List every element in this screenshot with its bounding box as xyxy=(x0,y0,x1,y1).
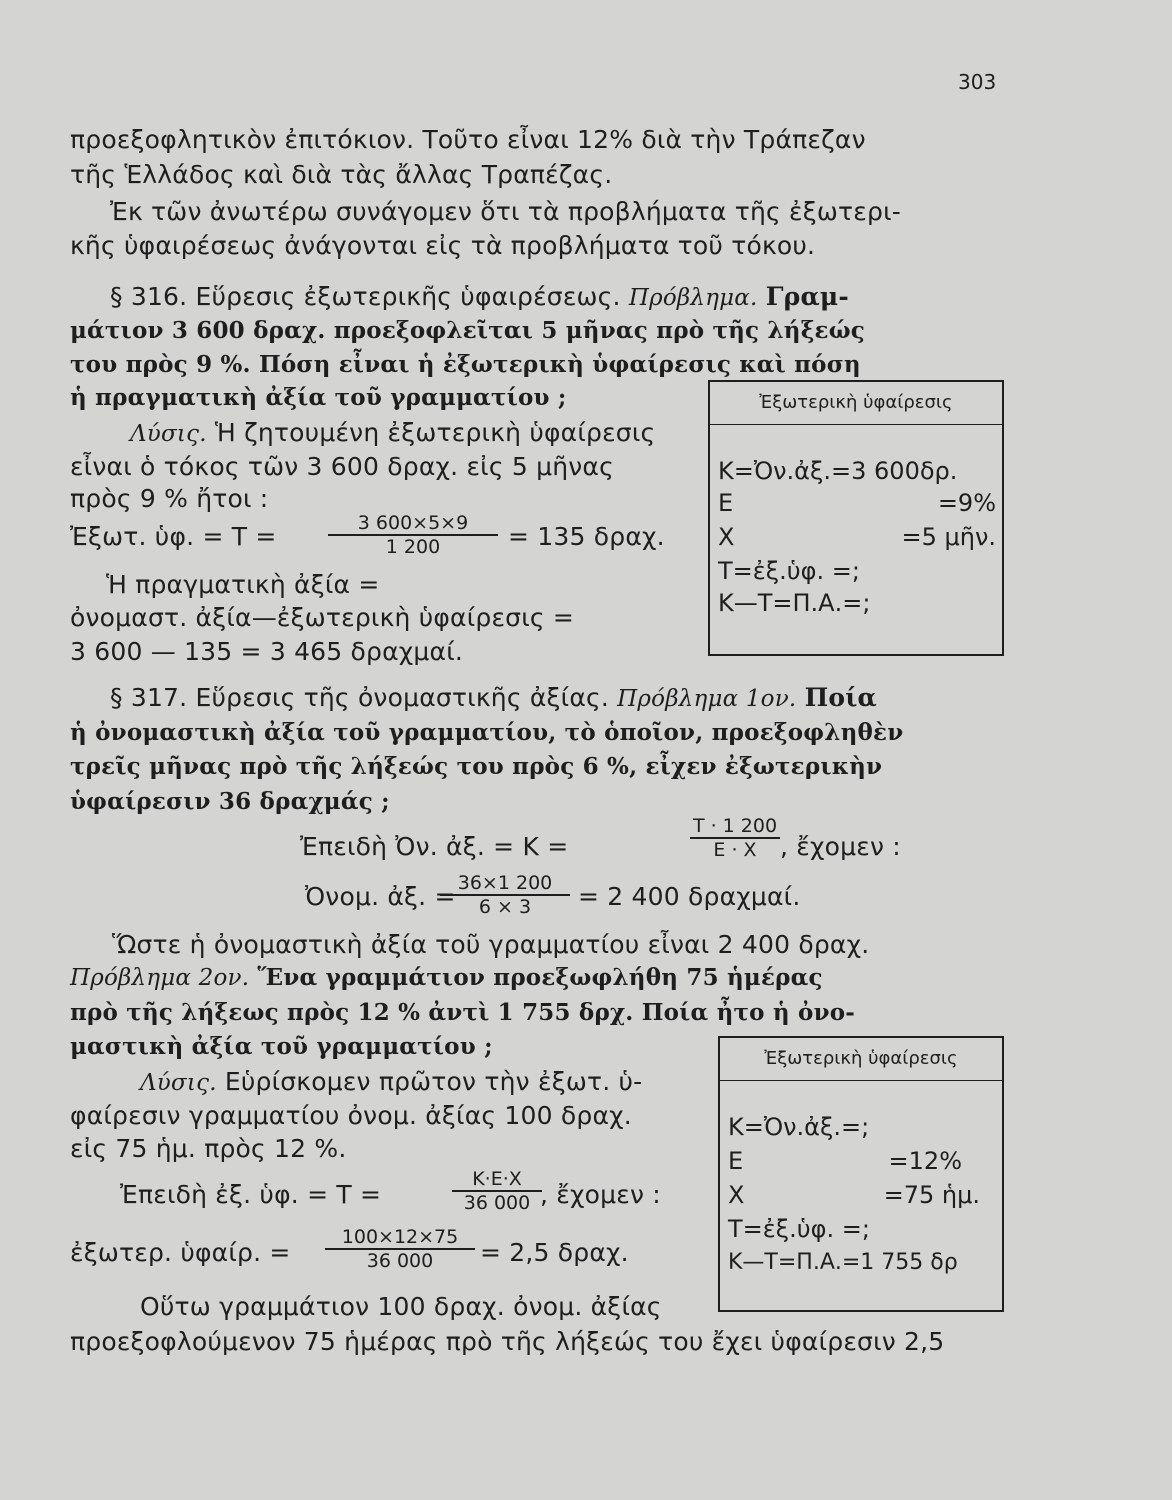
solution-label: Λύσις. xyxy=(140,1070,217,1096)
problem-text: του πρὸς 9 %. Πόση εἶναι ἡ ἐξωτερικὴ ὑφαίρεσις καὶ πόση xyxy=(70,351,861,378)
problem-text: τρεῖς μῆνας πρὸ τῆς λήξεώς του πρὸς 6 %, εἶχεν ἐξωτερικὴν xyxy=(70,753,883,780)
fraction-denominator: 36 000 xyxy=(463,1192,531,1214)
fraction-denominator: 1 200 xyxy=(385,536,441,558)
text-line: 3 600 — 135 = 3 465 δραχμαί. xyxy=(70,637,464,666)
box-row-label: Χ xyxy=(718,523,735,551)
box-row-label: Τ=ἐξ.ὑφ. =; xyxy=(718,557,860,585)
text-line: Ἡ πραγματικὴ ἀξία = xyxy=(106,570,380,599)
fraction-denominator: Ε · Χ xyxy=(713,839,757,861)
fraction-denominator: 36 000 xyxy=(366,1250,434,1272)
box-row-label: Ε xyxy=(728,1147,744,1175)
problem-label: Πρόβλημα 2ον. xyxy=(70,965,250,991)
data-box-317 xyxy=(718,1036,1004,1312)
equation-left: Ἐπειδὴ Ὀν. ἀξ. = Κ = xyxy=(300,832,569,861)
equation-right: = 2,5 δραχ. xyxy=(480,1238,629,1267)
problem-text: ἡ πραγματικὴ ἀξία τοῦ γραμματίου ; xyxy=(70,384,567,411)
text-line: Οὕτω γραμμάτιον 100 δραχ. ὀνομ. ἀξίας xyxy=(140,1292,662,1321)
equation-left: ἐξωτερ. ὑφαίρ. = xyxy=(70,1238,291,1267)
box-title: Ἐξωτερικὴ ὑφαίρεσις xyxy=(710,382,1002,425)
fraction-denominator: 6 × 3 xyxy=(478,896,532,918)
problem-2-line xyxy=(70,962,823,993)
solution-text: φαίρεσιν γραμματίου ὀνομ. ἀξίας 100 δραχ. xyxy=(70,1101,632,1130)
section-317-heading: § 317. Εὕρεσις τῆς ὀνομαστικῆς ἀξίας. xyxy=(110,683,610,712)
text-line: Ἐκ τῶν ἀνωτέρω συνάγομεν ὅτι τὰ προβλήματα τῆς ἐξωτερι- xyxy=(110,197,901,226)
solution-text: εἰς 75 ἡμ. πρὸς 12 %. xyxy=(70,1134,347,1163)
text-line: κῆς ὑφαιρέσεως ἀνάγονται εἰς τὰ προβλήματα τοῦ τόκου. xyxy=(70,231,816,260)
box-row-value: =5 μῆν. xyxy=(901,523,996,551)
problem-text: μαστικὴ ἀξία τοῦ γραμματίου ; xyxy=(70,1033,493,1060)
fraction xyxy=(328,512,498,558)
fraction-numerator: 36×1 200 xyxy=(457,872,553,894)
solution-text: Ἡ ζητουμένη ἐξωτερικὴ ὑφαίρεσις xyxy=(214,418,656,447)
problem-text: ἡ ὀνομαστικὴ ἀξία τοῦ γραμματίου, τὸ ὁποῖον, προεξοφληθὲν xyxy=(70,719,904,746)
equation-right: , ἔχομεν : xyxy=(540,1180,661,1209)
problem-label: Πρόβλημα. xyxy=(628,285,758,311)
box-row-label: Κ=Ὀν.ἀξ.=3 600δρ. xyxy=(718,457,958,485)
box-title: Ἐξωτερικὴ ὑφαίρεσις xyxy=(720,1038,1002,1081)
equation-right: = 135 δραχ. xyxy=(508,522,665,551)
problem-text: Ἕνα γραμμάτιον προεξωφλήθη 75 ἡμέρας xyxy=(257,964,823,991)
equation-left: Ὀνομ. ἀξ. = xyxy=(305,882,456,911)
text-line: τῆς Ἑλλάδος καὶ διὰ τὰς ἄλλας Τραπέζας. xyxy=(70,160,613,189)
fraction xyxy=(440,872,570,918)
section-316-heading-line xyxy=(110,282,849,313)
box-row-label: Κ—Τ=Π.Α.=1 755 δρ xyxy=(728,1250,958,1275)
fraction xyxy=(452,1168,542,1214)
equation-left: Ἐξωτ. ὑφ. = Τ = xyxy=(70,522,277,551)
problem-text: πρὸ τῆς λήξεως πρὸς 12 % ἀντὶ 1 755 δρχ. Ποία ἦτο ἡ ὀνο- xyxy=(70,999,856,1026)
problem-text: Γραμ- xyxy=(765,282,849,311)
box-row-value: =9% xyxy=(937,489,996,517)
text-line: προεξοφλητικὸν ἐπιτόκιον. Τοῦτο εἶναι 12% διὰ τὴν Τράπεζαν xyxy=(70,125,866,154)
solution-text: πρὸς 9 % ἤτοι : xyxy=(70,484,269,513)
solution-line xyxy=(140,1067,642,1098)
box-row-label: Ε xyxy=(718,489,734,517)
box-row-label: Κ=Ὀν.ἀξ.=; xyxy=(728,1113,870,1141)
section-316-heading: § 316. Εὕρεσις ἐξωτερικῆς ὑφαιρέσεως. xyxy=(110,282,621,311)
problem-text: ὑφαίρεσιν 36 δραχμάς ; xyxy=(70,788,390,815)
equation-right: , ἔχομεν : xyxy=(780,832,901,861)
box-row-value: =12% xyxy=(888,1147,962,1175)
solution-text: εἶναι ὁ τόκος τῶν 3 600 δραχ. εἰς 5 μῆνας xyxy=(70,452,614,481)
fraction-numerator: Κ·Ε·Χ xyxy=(472,1168,522,1190)
problem-text: Ποία xyxy=(804,683,877,712)
fraction xyxy=(690,815,780,861)
section-317-heading-line xyxy=(110,683,877,714)
problem-text: μάτιον 3 600 δραχ. προεξοφλεῖται 5 μῆνας πρὸ τῆς λήξεώς xyxy=(70,317,866,344)
equation-left: Ἐπειδὴ ἐξ. ὑφ. = Τ = xyxy=(120,1180,382,1209)
fraction-numerator: 3 600×5×9 xyxy=(357,512,469,534)
box-row-value: =75 ἡμ. xyxy=(883,1181,980,1209)
text-line: Ὥστε ἡ ὀνομαστικὴ ἀξία τοῦ γραμματίου εἶναι 2 400 δραχ. xyxy=(112,930,870,959)
box-row-label: Τ=ἐξ.ὑφ. =; xyxy=(728,1215,870,1243)
fraction-numerator: Τ · 1 200 xyxy=(692,815,778,837)
solution-text: Εὑρίσκομεν πρῶτον τὴν ἐξωτ. ὑ- xyxy=(224,1067,643,1096)
solution-label: Λύσις. xyxy=(130,421,207,447)
box-row-label: Κ—Τ=Π.Α.=; xyxy=(718,589,871,617)
solution-line xyxy=(130,418,655,449)
text-line: ὀνομαστ. ἀξία—ἐξωτερικὴ ὑφαίρεσις = xyxy=(70,603,575,632)
fraction xyxy=(325,1226,475,1272)
text-line: προεξοφλούμενον 75 ἡμέρας πρὸ τῆς λήξεώς του ἔχει ὑφαίρεσιν 2,5 xyxy=(70,1327,945,1356)
problem-label: Πρόβλημα 1ον. xyxy=(617,686,797,712)
equation-right: = 2 400 δραχμαί. xyxy=(578,882,801,911)
data-box-316 xyxy=(708,380,1004,656)
fraction-numerator: 100×12×75 xyxy=(341,1226,459,1248)
box-row-label: Χ xyxy=(728,1181,745,1209)
page-number: 303 xyxy=(958,70,997,94)
